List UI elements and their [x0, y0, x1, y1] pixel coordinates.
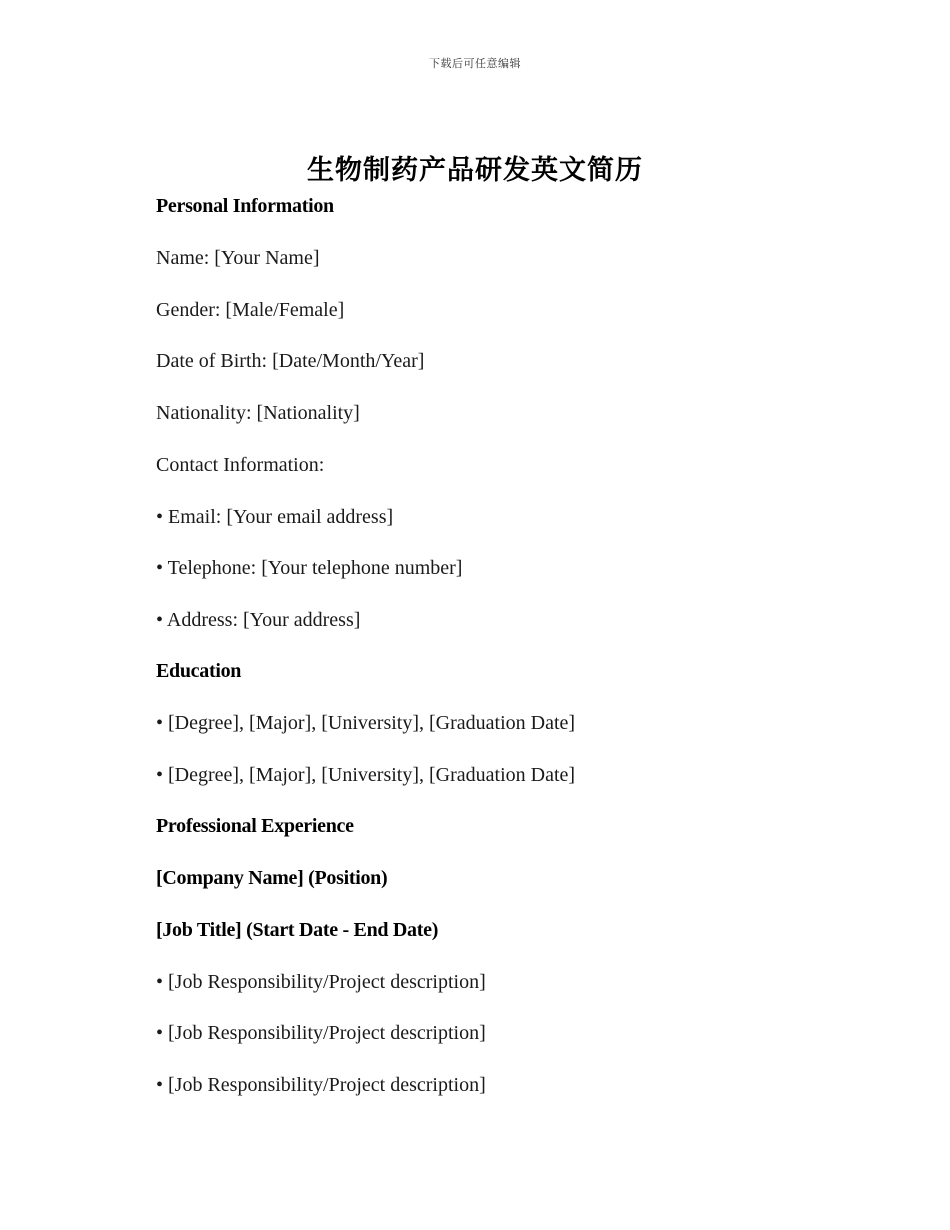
education-heading: Education — [156, 660, 242, 682]
experience-item: • [Job Responsibility/Project description] — [156, 1022, 486, 1044]
name-line: Name: [Your Name] — [156, 247, 320, 269]
telephone-line: • Telephone: [Your telephone number] — [156, 557, 463, 579]
dob-line: Date of Birth: [Date/Month/Year] — [156, 350, 425, 372]
company-line: [Company Name] (Position) — [156, 867, 388, 889]
gender-line: Gender: [Male/Female] — [156, 299, 345, 321]
experience-item: • [Job Responsibility/Project description] — [156, 1074, 486, 1096]
header-note: 下载后可任意编辑 — [429, 57, 521, 70]
contact-label: Contact Information: — [156, 454, 325, 476]
experience-heading: Professional Experience — [156, 815, 354, 837]
education-item: • [Degree], [Major], [University], [Graduation Date] — [156, 712, 576, 734]
email-line: • Email: [Your email address] — [156, 506, 394, 528]
address-line: • Address: [Your address] — [156, 609, 361, 631]
education-item: • [Degree], [Major], [University], [Graduation Date] — [156, 764, 576, 786]
nationality-line: Nationality: [Nationality] — [156, 402, 360, 424]
page-title: 生物制药产品研发英文简历 — [307, 155, 643, 186]
job-title-line: [Job Title] (Start Date - End Date) — [156, 919, 439, 941]
experience-item: • [Job Responsibility/Project description] — [156, 971, 486, 993]
personal-info-heading: Personal Information — [156, 195, 334, 217]
